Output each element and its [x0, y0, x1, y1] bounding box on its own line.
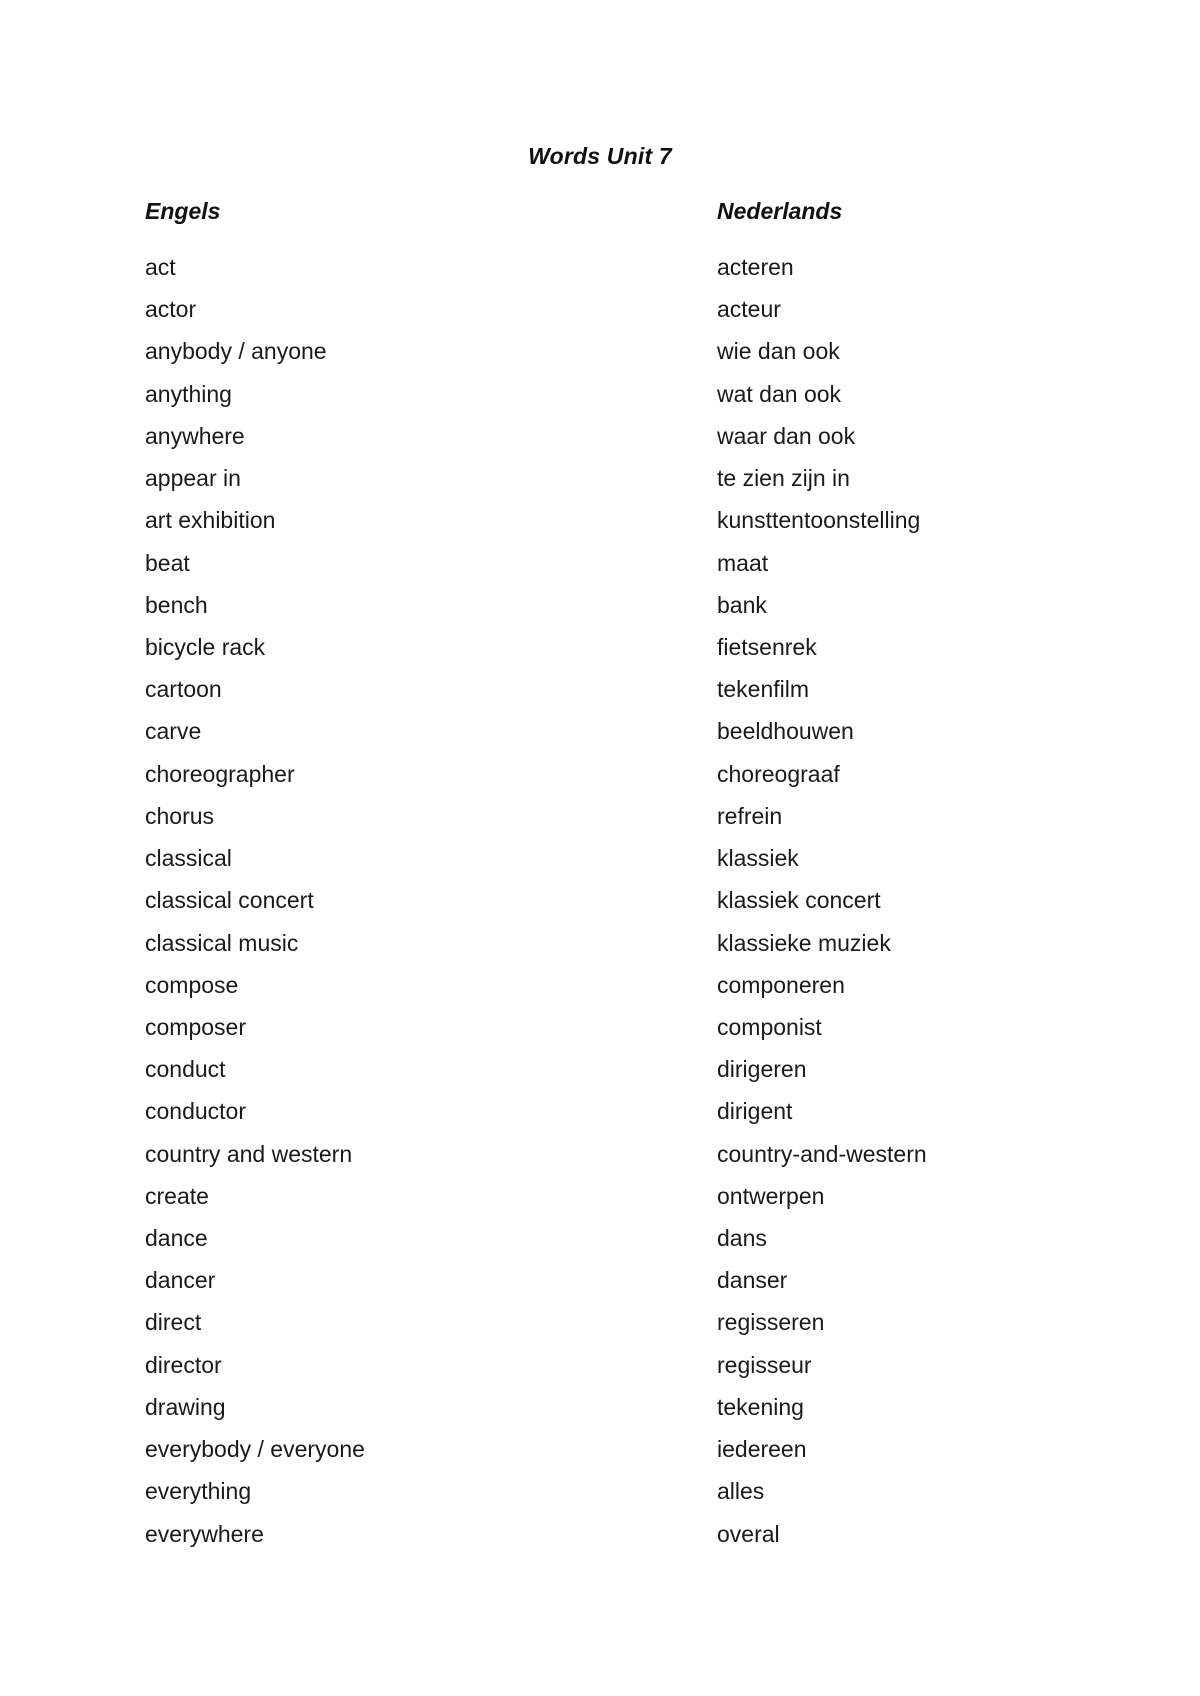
english-word: bicycle rack — [145, 633, 266, 660]
english-word: appear in — [145, 465, 241, 492]
dutch-translation: tekening — [717, 1393, 804, 1420]
vocabulary-row — [0, 1434, 1200, 1476]
dutch-translation: wat dan ook — [717, 380, 842, 407]
dutch-translation: kunsttentoonstelling — [717, 507, 921, 534]
vocabulary-row — [0, 1350, 1200, 1392]
dutch-translation: regisseren — [717, 1309, 825, 1336]
vocabulary-row — [0, 674, 1200, 716]
english-word: anywhere — [145, 422, 245, 449]
english-word: country and western — [145, 1140, 353, 1167]
document-title: Words Unit 7 — [528, 143, 672, 169]
vocabulary-row — [0, 1139, 1200, 1181]
dutch-translation: componeren — [717, 971, 845, 998]
english-word: drawing — [145, 1393, 226, 1420]
english-word: anything — [145, 380, 232, 407]
english-word: anybody / anyone — [145, 338, 327, 365]
english-word: actor — [145, 296, 197, 323]
vocabulary-row — [0, 1223, 1200, 1265]
english-word: conduct — [145, 1056, 226, 1083]
vocabulary-row — [0, 1096, 1200, 1138]
dutch-translation: klassiek concert — [717, 887, 881, 914]
dutch-translation: ontwerpen — [717, 1182, 825, 1209]
english-word: dance — [145, 1225, 208, 1252]
english-word: classical concert — [145, 887, 314, 914]
vocabulary-row — [0, 1265, 1200, 1307]
english-word: everybody / everyone — [145, 1436, 365, 1463]
english-word: dancer — [145, 1267, 216, 1294]
vocabulary-row — [0, 421, 1200, 463]
dutch-translation: klassieke muziek — [717, 929, 891, 956]
dutch-translation: choreograaf — [717, 760, 840, 787]
english-word: act — [145, 254, 176, 280]
dutch-translation: klassiek — [717, 845, 799, 872]
english-word: bench — [145, 591, 208, 618]
english-word: art exhibition — [145, 507, 276, 534]
dutch-translation: country-and-western — [717, 1140, 927, 1167]
vocabulary-row — [0, 252, 1200, 294]
english-word: everywhere — [145, 1520, 264, 1547]
dutch-translation: wie dan ook — [717, 338, 840, 365]
vocabulary-list — [0, 252, 1200, 1561]
english-word: director — [145, 1351, 222, 1378]
vocabulary-row — [0, 632, 1200, 674]
english-word: create — [145, 1182, 209, 1209]
vocabulary-row — [0, 1181, 1200, 1223]
vocabulary-row — [0, 1307, 1200, 1349]
english-word: beat — [145, 549, 190, 576]
dutch-translation: te zien zijn in — [717, 465, 850, 492]
dutch-translation: overal — [717, 1520, 780, 1547]
vocabulary-row — [0, 505, 1200, 547]
dutch-translation: regisseur — [717, 1351, 812, 1378]
dutch-translation: iedereen — [717, 1436, 807, 1463]
vocabulary-row — [0, 379, 1200, 421]
vocabulary-row — [0, 843, 1200, 885]
dutch-translation: maat — [717, 549, 769, 576]
vocabulary-row — [0, 801, 1200, 843]
english-word: direct — [145, 1309, 202, 1336]
dutch-translation: dirigent — [717, 1098, 793, 1125]
vocabulary-row — [0, 463, 1200, 505]
english-column-header: Engels — [145, 198, 221, 224]
english-word: classical — [145, 845, 232, 872]
english-word: classical music — [145, 929, 299, 956]
vocabulary-row — [0, 548, 1200, 590]
dutch-translation: dirigeren — [717, 1056, 807, 1083]
dutch-column-header: Nederlands — [717, 198, 843, 224]
dutch-translation: dans — [717, 1225, 767, 1252]
vocabulary-row — [0, 1054, 1200, 1096]
vocabulary-row — [0, 885, 1200, 927]
dutch-translation: acteren — [717, 254, 794, 280]
dutch-translation: danser — [717, 1267, 788, 1294]
vocabulary-row — [0, 294, 1200, 336]
vocabulary-row — [0, 716, 1200, 758]
dutch-translation: acteur — [717, 296, 781, 323]
english-word: composer — [145, 1013, 246, 1040]
english-word: conductor — [145, 1098, 247, 1125]
vocabulary-row — [0, 1392, 1200, 1434]
vocabulary-row — [0, 1519, 1200, 1561]
vocabulary-row — [0, 928, 1200, 970]
vocabulary-row — [0, 590, 1200, 632]
vocabulary-row — [0, 336, 1200, 378]
english-word: compose — [145, 971, 239, 998]
dutch-translation: waar dan ook — [717, 422, 856, 449]
vocabulary-row — [0, 970, 1200, 1012]
english-word: chorus — [145, 802, 215, 829]
vocabulary-row — [0, 759, 1200, 801]
english-word: carve — [145, 718, 202, 745]
english-word: cartoon — [145, 676, 222, 703]
vocabulary-row — [0, 1012, 1200, 1054]
dutch-translation: componist — [717, 1013, 822, 1040]
english-word: everything — [145, 1478, 252, 1505]
dutch-translation: refrein — [717, 802, 783, 829]
dutch-translation: alles — [717, 1478, 765, 1505]
dutch-translation: tekenfilm — [717, 676, 810, 703]
dutch-translation: bank — [717, 591, 767, 618]
dutch-translation: beeldhouwen — [717, 718, 854, 745]
dutch-translation: fietsenrek — [717, 633, 817, 660]
english-word: choreographer — [145, 760, 295, 787]
vocabulary-row — [0, 1476, 1200, 1518]
